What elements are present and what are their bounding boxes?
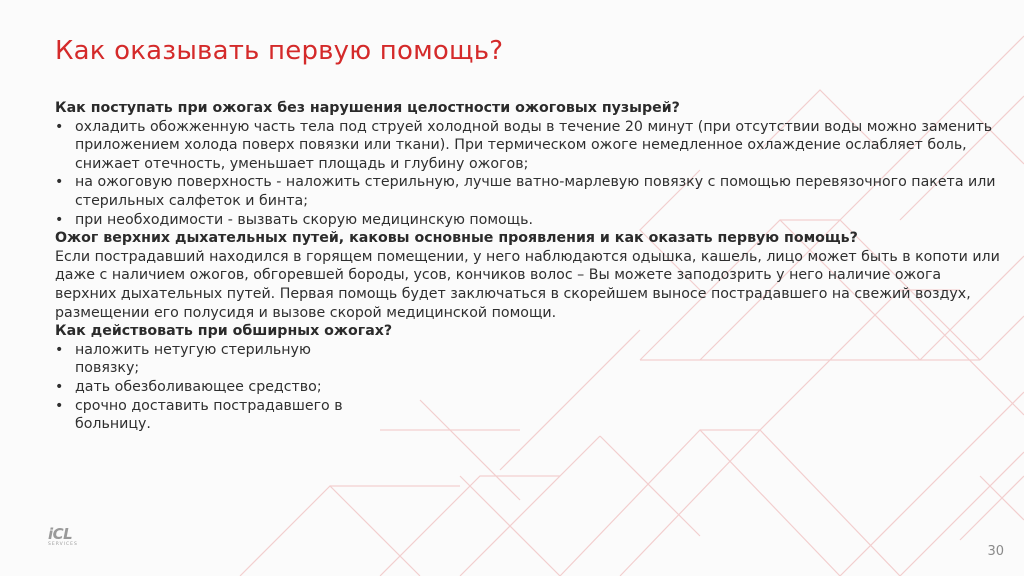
section1-heading: Как поступать при ожогах без нарушения целостности ожоговых пузырей? <box>55 100 680 116</box>
logo-mark: iCL <box>48 525 73 543</box>
list-item: • при необходимости - вызвать скорую медицинскую помощь. <box>55 211 1005 230</box>
slide-content <box>55 99 1005 434</box>
section3-heading: Как действовать при обширных ожогах? <box>55 323 393 340</box>
company-logo <box>48 527 94 557</box>
slide-title: Как оказывать первую помощь? <box>55 36 504 66</box>
section3-list <box>55 341 1005 434</box>
section2-heading: Ожог верхних дыхательных путей, каковы основные проявления и как оказать первую помощь? <box>55 230 858 247</box>
list-item: • на ожоговую поверхность - наложить стерильную, лучше ватно-марлевую повязку с помощью перевязочного пакета или стерильных салфеток и бинта; <box>55 173 1005 210</box>
list-item: • охладить обожженную часть тела под струей холодной воды в течение 20 минут (при отсутствии воды можно заменить приложением холода поверх повязки или ткани). При термическом ожоге немедленное охлаждение ослабляет боль, снижает отечность, уменьшает площадь и глубину ожогов; <box>55 118 1005 174</box>
section1-list <box>55 118 1005 230</box>
logo-subtitle: SERVICES <box>48 542 78 547</box>
section2-text: Если пострадавший находился в горящем помещении, у него наблюдаются одышка, кашель, лицо может быть в копоти или даже с наличием ожогов, обгоревшей бороды, усов, кончиков волос – Вы можете заподозрить у него наличие ожога верхних дыхательных путей. Первая помощь будет заключаться в скорейшем выносе пострадавшего на свежий воздух, размещении его полусидя и вызове скорой медицинской помощи. <box>55 248 1000 321</box>
list-item: • наложить нетугую стерильную повязку; <box>55 341 375 378</box>
page-number: 30 <box>987 544 1004 559</box>
list-item: • дать обезболивающее средство; <box>55 378 375 397</box>
list-item: • срочно доставить пострадавшего в больницу. <box>55 397 375 434</box>
